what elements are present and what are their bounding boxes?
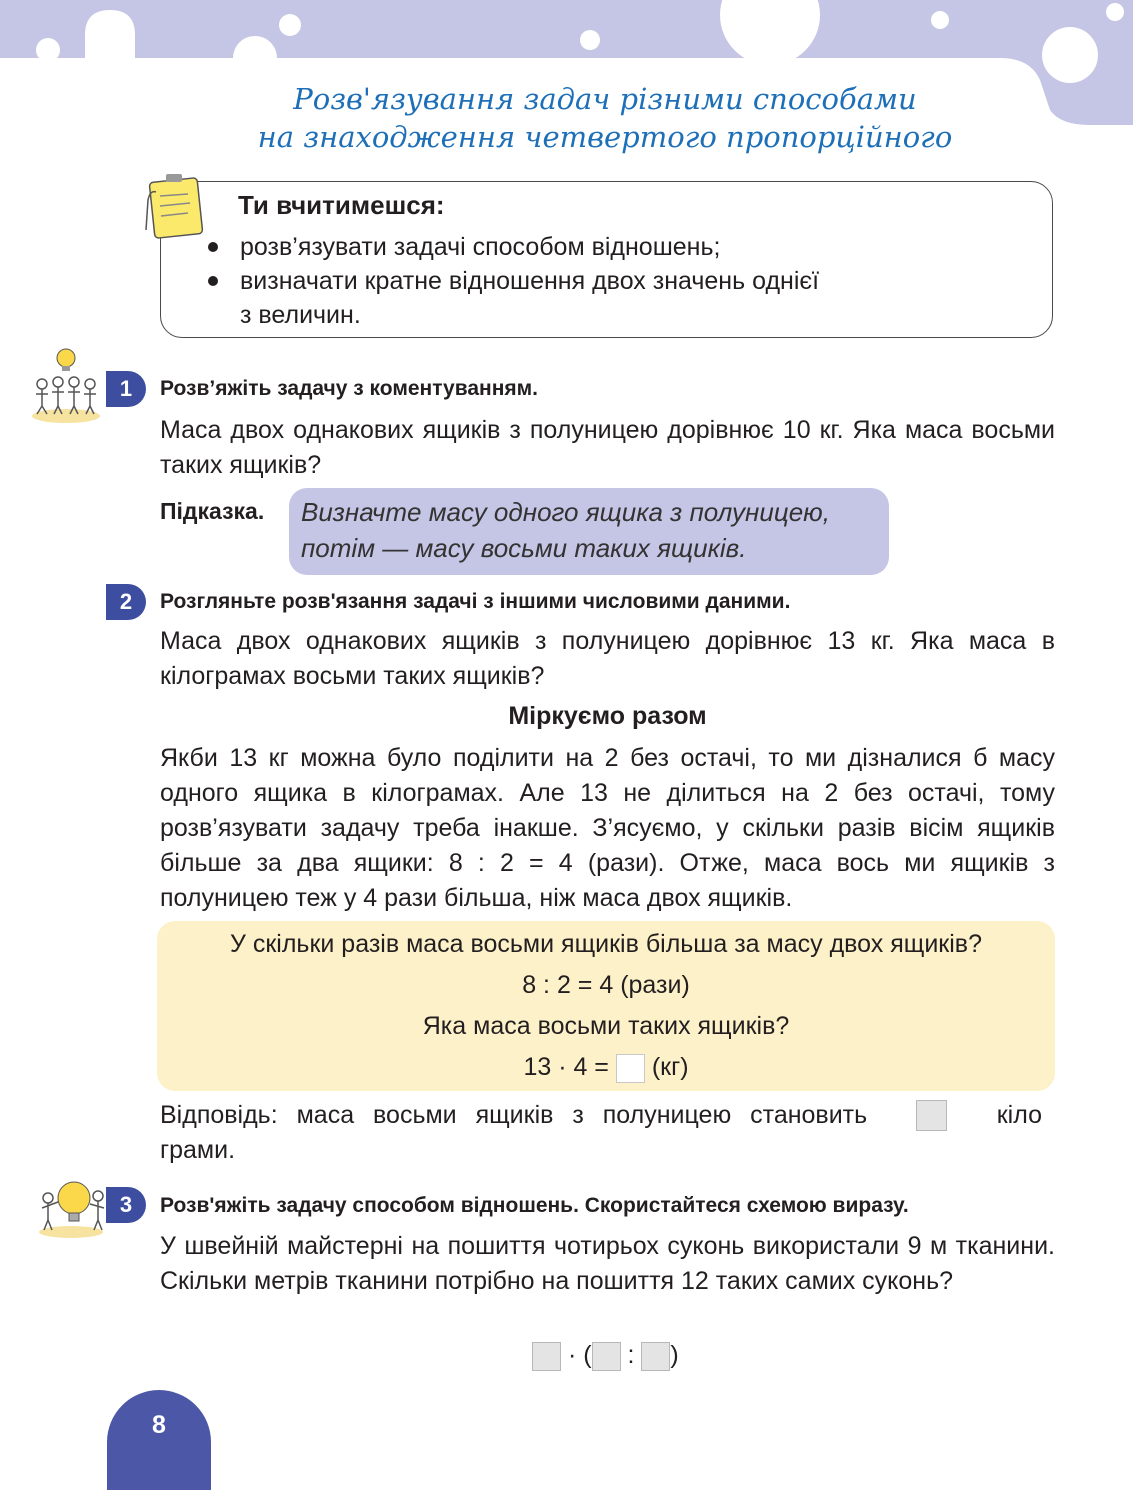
hint-label: Підказка. [160, 498, 265, 524]
task-3-heading: Розв'яжіть задачу способом відношень. Скористайтеся схемою виразу. [160, 1194, 909, 1217]
scheme-box-2[interactable] [592, 1342, 621, 1371]
task-1-text: Маса двох однакових ящиків з полуницею дорівнює 10 кг. Яка маса восьми таких ящиків? [160, 416, 1055, 479]
scheme-open-paren: ( [583, 1341, 592, 1369]
hint-box [289, 488, 889, 575]
task-number-badge: 2 [106, 584, 146, 620]
task-1-heading: Розв’яжіть задачу з коментуванням. [160, 377, 538, 400]
bullet [208, 276, 218, 286]
scheme-colon: : [627, 1341, 635, 1369]
page-title [180, 80, 1030, 156]
solution-question-2: Яка маса восьми таких ящиків? [422, 1012, 790, 1040]
answer-input-box[interactable] [616, 1054, 645, 1083]
expression-scheme [532, 1341, 679, 1371]
solution-equation-2 [157, 1053, 1055, 1083]
scheme-dot: · [567, 1341, 577, 1369]
task-3-text: У швейній майстерні на пошиття чотирьох суконь використали 9 м тканини. Скільки метрів тканини потрібно на пошиття 12 таких самих суконь? [160, 1232, 1055, 1295]
title-line-1: Розв'язування задач різними способами [293, 82, 917, 116]
lightbulb-character-icon [36, 1176, 106, 1238]
goal-item-2-cont: з величин. [240, 301, 361, 329]
solution-question-1: У скільки разів маса восьми ящиків більша за масу двох ящиків? [230, 930, 982, 958]
reasoning-text: Якби 13 кг можна було поділити на 2 без остачі, то ми дізналися б масу одного ящика в кілограмах. Але 13 не ділиться на 2 без остачі, тому розв’язувати задачу треба інакше. З’ясуємо, у скільки разів вісім ящиків більше за два ящики: 8 : 2 = 4 (рази). Отже, маса вось ми ящиків з полуницею теж у 4 рази більша, ніж маса двох ящиків. [160, 744, 1055, 912]
notepad-icon [138, 170, 208, 242]
goals-heading: Ти вчитимешся: [238, 190, 445, 220]
task-2-text: Маса двох однакових ящиків з полуницею дорівнює 13 кг. Яка маса в кілограмах восьми таких ящиків? [160, 627, 1055, 690]
task-number-badge: 3 [106, 1187, 146, 1223]
answer-line [160, 1098, 1055, 1168]
solution-equation-1: 8 : 2 = 4 (рази) [522, 971, 690, 999]
equation-left: 13 · 4 = [523, 1053, 609, 1081]
answer-unit: кіло [996, 1101, 1042, 1129]
scheme-box-3[interactable] [641, 1342, 670, 1371]
group-lightbulb-icon [28, 344, 104, 424]
hint-line-2: потім — масу восьми таких ящиків. [301, 533, 747, 563]
task-number-badge: 1 [106, 371, 146, 407]
task-2-heading: Розгляньте розв'язання задачі з іншими числовими даними. [160, 590, 791, 613]
hint-line-1: Визначте масу одного ящика з полуницею, [301, 497, 830, 527]
goal-item-2: визначати кратне відношення двох значень однієї [240, 267, 820, 295]
goal-item-1: розв’язувати задачі способом відношень; [240, 233, 721, 261]
answer-text: Відповідь: маса восьми ящиків з полуницею становить [160, 1101, 868, 1129]
scheme-box-1[interactable] [532, 1342, 561, 1371]
answer-unit-cont: грами. [160, 1136, 236, 1164]
scheme-close-paren: ) [670, 1341, 679, 1369]
equation-unit: (кг) [651, 1053, 689, 1081]
reasoning-heading: Міркуємо разом [508, 702, 707, 730]
answer-blank[interactable] [916, 1100, 947, 1131]
page-number: 8 [107, 1390, 211, 1490]
bullet [208, 242, 218, 252]
title-line-2: на знаходження четвертого пропорційного [257, 120, 953, 154]
